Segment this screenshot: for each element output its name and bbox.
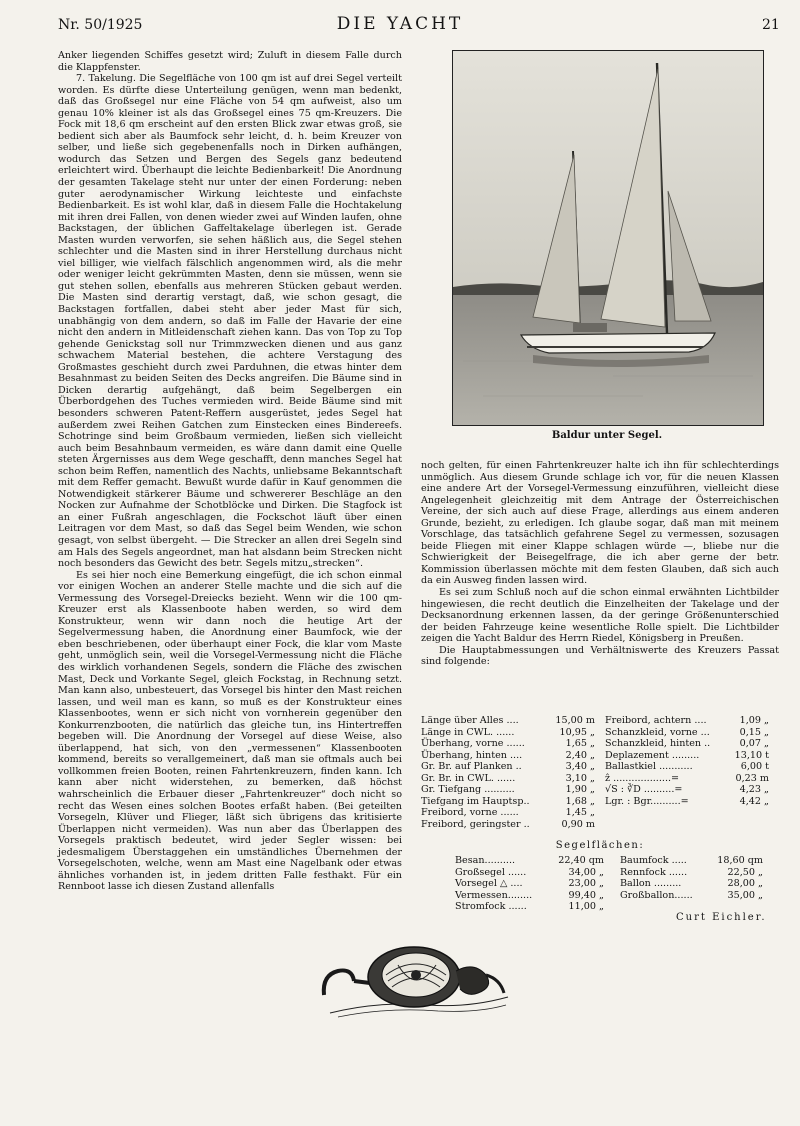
dimension-row: √S : ∛D ..........= 4,23 „: [605, 784, 769, 796]
dimension-row: Länge über Alles .... 15,00 m: [421, 715, 595, 726]
dimension-row: ẑ ...................= 0,23 m: [605, 772, 769, 784]
author-signature: Curt Eichler.: [676, 912, 767, 923]
dimension-row: Überhang, vorne ...... 1,65 „: [421, 738, 595, 750]
photo-caption: Baldur unter Segel.: [551, 430, 663, 441]
dimension-row: Gr. Tiefgang .......... 1,90 „: [421, 784, 595, 796]
page-header: [0, 0, 800, 40]
sail-row: Großsegel ...... 34,00 „: [455, 866, 604, 878]
left-column: [58, 50, 402, 893]
issue-number: Nr. 50/1925: [58, 17, 143, 33]
sails-left: [455, 855, 620, 913]
sail-row: Großballon...... 35,00 „: [620, 889, 763, 901]
paragraph: Es sei hier noch eine Bemerkung eingefügt, die ich schon einmal vor einigen Wochen an anderer Stelle machte und die sich auf die Vermessung des Vorsegel-Dreiecks bezieht. Wenn wir die 100 qm-Kreuzer erst als Klassenboote haben werden, so wird dem Konstrukteur, wenn wir dann noch die heutige Art der Segelvermessung haben, die Anordnung einer Baumfock, wie der eben beschriebenen, oder überhaupt einer Fock, die klar vom Maste geht, unmöglich sein, weil die Vorsegel-Vermessung nicht die Fläche des wirklich vorhandenen Segels, sondern die Fläche des zwischen Mast, Deck und Vorkante Segel, gleich Fockstag, in Rechnung setzt. Man kann also, unbesteuert, das Vorsegel bis hinter den Mast reichen lassen, und weil man es kann, so muß es der Konstrukteur eines Klassenbootes, wenn er sich nicht von vornherein gegenüber den Konkurrenzbooten, die natürlich das gleiche tun, ins Hintertreffen begeben will. Die Anordnung der Vorsegel auf diese Weise, also überlappend, hat sich, von den „vermessenen“ Klassenbooten kommend, bereits so verallgemeinert, daß man sie oftmals auch bei vollkommen freien Booten, reinen Fahrtenkreuzern, finden kann. Ich kann aber nicht widerstehen, zu bemerken, daß höchst wahrscheinlich die Erbauer dieser „Fahrtenkreuzer“ doch nicht so recht das Wesen eines solchen Bootes erfaßt haben. (Bei geteilten Vorsegeln, Klüver und Flieger, läßt sich übrigens das kritisierte Überlappen nicht vermeiden). Was nun aber das Überlappen des Vorsegels praktisch bedeutet, wird jeder Segler wissen: bei jedesmaligem Überstaggehen ein umständliches Übernehmen der Vorsegelschoten, welche, wenn am Mast eine Nagelbank oder etwas ähnliches vorhanden ist, in jedem dritten Falle festhakt. Für ein Rennboot lasse ich diesen Zustand allenfalls: [58, 569, 402, 893]
sail-row: Vermessen........ 99,40 „: [455, 889, 604, 901]
dimensions-right: [605, 715, 779, 830]
dimension-row: Gr. Br. in CWL. ...... 3,10 „: [421, 772, 595, 784]
sail-row: Stromfock ...... 11,00 „: [455, 901, 604, 913]
yacht-photo: [452, 50, 764, 426]
dimension-row: Ballastkiel ........... 6,00 t: [605, 761, 769, 773]
dimension-row: Lgr. : Bgr..........= 4,42 „: [605, 795, 769, 807]
dimension-row: Freibord, geringster .. 0,90 m: [421, 818, 595, 830]
dimension-row: Freibord, achtern .... 1,09 „: [605, 715, 769, 726]
dimension-row: Freibord, vorne ...... 1,45 „: [421, 807, 595, 819]
sails-right: [620, 855, 779, 913]
dimension-row: Schanzkleid, hinten .. 0,07 „: [605, 738, 769, 750]
page-number: 21: [762, 17, 780, 33]
paragraph: 7. Takelung. Die Segelfläche von 100 qm ist auf drei Segel verteilt worden. Es dürfte diese Unterteilung genügen, wenn man bedenkt, daß das Großsegel nur eine Fläche von 54 qm aufweist, also um genau 10% kleiner ist als das Großsegel eines 75 qm-Kreuzers. Die Fock mit 18,6 qm erscheint auf den ersten Blick zwar etwas groß, sie bedient sich aber als Baumfock sehr leicht, d. h. beim Kreuzer von selber, und ließe sich gegebenenfalls noch in Dirken aufhängen, wodurch das Setzen und Bergen des Segels ganz bedeutend erleichtert wird. Überhaupt die leichte Bedienbarkeit! Die Anordnung der gesamten Takelage steht nur unter der einen Forderung: neben guter aerodynamischer Wirkung leichteste und einfachste Bedienbarkeit. Es ist wohl klar, daß in diesem Falle die Hochtakelung mit ihren drei Fallen, von denen wieder zwei auf Winden laufen, ohne Backstagen, der üblichen Gaffeltakelage überlegen ist. Gerade Masten wurden verworfen, sie sehen häßlich aus, die Segel stehen schlechter und die Masten sind in ihrer Herstellung durchaus nicht viel billiger, wie vielfach fälschlich angenommen wird, als die mehr oder weniger leicht gekrümmten Masten, denn sie müssen, wenn sie gut stehen sollen, ebenfalls aus mehreren Stücken gebaut werden. Die Masten sind derartig verstagt, daß, wie schon gesagt, die Backstagen fortfallen, dabei steht aber jeder Mast für sich, unabhängig von dem andern, so daß im Falle der Havarie der eine nicht den andern in Mitleidenschaft ziehen kann. Das von Top zu Top gehende Genickstag soll nur Trimmzwecken dienen und aus ganz schwachem Material bestehen, die achtere Verstagung des Großmastes geschieht durch zwei Parduhnen, die etwas hinter dem Besahnmast zu beiden Seiten des Decks angreifen. Die Bäume sind in Dicken derartig aufgehängt, daß beim Segelbergen ein Überbordgehen des Tuches vermieden wird. Beide Bäume sind mit besonders schweren Patent-Reffern ausgerüstet, jedes Segel hat außerdem zwei Reihen Gatchen zum Einstecken eines Bindereefs. Schotringe sind beim Großbaum vermieden, ließen sich vielleicht auch beim Besahnbaum vermeiden, es wäre dann damit eine Quelle steten Ärgernisses aus dem Wege geschafft, denn manches Segel hat schon beim Reffen, namentlich des Nachts, unliebsame Bekanntschaft mit dem Reffer gemacht. Bewußt wurde dafür in Kauf genommen die Notwendigkeit stärkerer Bäume und schwererer Beschläge an den Nocken zur Aufnahme der Schotblöcke und Dirken. Die Stagfock ist an einer Fußrah angeschlagen, die Fockschot läuft über einen Leitragen vor dem Mast, so daß das Segel beim Wenden, wie schon gesagt, von selbst übergeht. — Die Strecker an allen drei Segeln sind am Hals des Segels angeordnet, man hat alsdann beim Strecken nicht noch besonders das Gewicht des betr. Segels mitzu„strecken“.: [58, 73, 402, 570]
dimension-row: Schanzkleid, vorne ... 0,15 „: [605, 726, 769, 738]
pulley-block-icon: [318, 935, 514, 1025]
right-column: [421, 460, 779, 668]
paragraph: Es sei zum Schluß noch auf die schon einmal erwähnten Lichtbilder hingewiesen, die recht deutlich die Einzelheiten der Takelage und der Decksanordnung erkennen lassen, da der geringe Größenunterschied der beiden Fahrzeuge keine wesentliche Rolle spielt. Die Lichtbilder zeigen die Yacht Baldur des Herrn Riedel, Königsberg in Preußen.: [421, 587, 779, 645]
paragraph: Die Hauptabmessungen und Verhältniswerte des Kreuzers Passat sind folgende:: [421, 644, 779, 668]
dimension-row: Gr. Br. auf Planken .. 3,40 „: [421, 761, 595, 773]
paragraph: Anker liegenden Schiffes gesetzt wird; Zuluft in diesem Falle durch die Klappfenster.: [58, 50, 402, 73]
sails-heading: Segelflächen:: [555, 840, 645, 851]
dimension-row: Deplazement ......... 13,10 t: [605, 749, 769, 761]
pulley-block-vignette: [318, 935, 514, 1025]
dimension-row: Tiefgang im Hauptsp.. 1,68 „: [421, 795, 595, 807]
sail-row: Besan.......... 22,40 qm: [455, 855, 604, 866]
sails-table: [455, 855, 779, 913]
sail-row: Rennfock ...... 22,50 „: [620, 866, 763, 878]
magazine-title: DIE YACHT: [336, 14, 464, 34]
sail-row: Baumfock ..... 18,60 qm: [620, 855, 763, 866]
sail-row: Ballon ......... 28,00 „: [620, 878, 763, 890]
dimension-row: Überhang, hinten .... 2,40 „: [421, 749, 595, 761]
dimensions-left: [421, 715, 605, 830]
dimension-row: Länge in CWL. ...... 10,95 „: [421, 726, 595, 738]
paragraph: noch gelten, für einen Fahrtenkreuzer halte ich ihn für schlechterdings unmöglich. Aus diesem Grunde schlage ich vor, für die neuen Klassen eine andere Art der Vorsegel-Vermessung einzuführen, vielleicht diese Angelegenheit gleichzeitig mit dem Antrage der Österreichischen Vereine, der sich auch auf diese Frage, allerdings aus einem anderen Grunde, bezieht, zu erledigen. Ich glaube sogar, daß man mit meinem Vorschlage, das tatsächlich gefahrene Segel zu vermessen, sozusagen beide Fliegen mit einer Klappe schlagen würde —, bliebe nur die Schwierigkeit der Beisegelfrage, die ich aber gerne der betr. Kommission überlassen möchte mit dem festen Glauben, daß sich auch da ein Ausweg finden lassen wird.: [421, 460, 779, 587]
dimensions-table: [421, 715, 779, 830]
sailboat-image: [453, 51, 763, 425]
sail-row: Vorsegel △ .... 23,00 „: [455, 878, 604, 890]
